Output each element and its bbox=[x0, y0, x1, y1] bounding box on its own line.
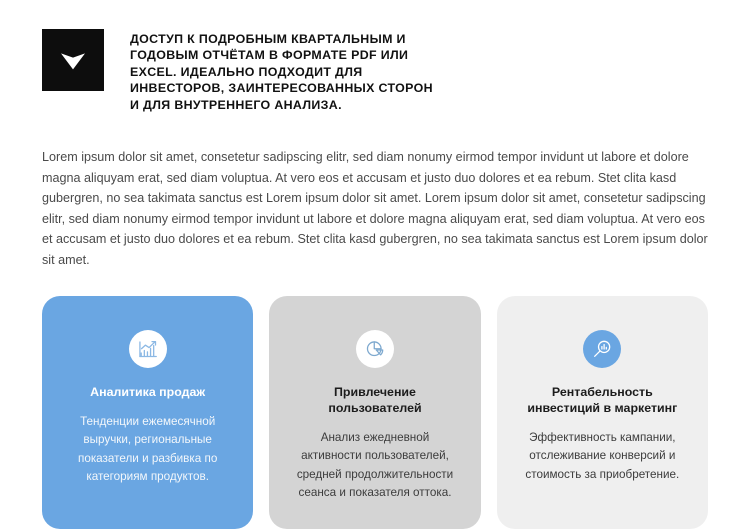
card-text: Тенденции ежемесячной выручки, региональные показатели и разбивка по категориям продуктов. bbox=[77, 415, 218, 484]
v-chevron-logo-icon bbox=[58, 45, 88, 75]
card-title: Рентабельность инвестиций в маркетинг bbox=[527, 385, 678, 416]
card-title: Аналитика продаж bbox=[90, 385, 206, 400]
bar-chart-trend-icon bbox=[137, 338, 159, 360]
card-text: Эффективность кампании, отслеживание конверсий и стоимость за приобретение. bbox=[525, 431, 680, 481]
card-icon-wrapper bbox=[583, 330, 621, 368]
card-text: Анализ ежедневной активности пользователей, средней продолжительности сеанса и показателя оттока. bbox=[296, 431, 454, 500]
pie-chart-icon bbox=[364, 338, 386, 360]
card-icon-wrapper bbox=[129, 330, 167, 368]
intro-paragraph: Lorem ipsum dolor sit amet, consetetur sadipscing elitr, sed diam nonumy eirmod tempor invidunt ut labore et dolore magna aliquyam erat, sed diam voluptua. At vero eos et accusam et justo duo dolores et ea rebum. Stet clita kasd gubergren, no sea takimata sanctus est Lorem ipsum dolor sit amet. Lorem ipsum dolor sit amet, consetetur sadipscing elitr, sed diam nonumy eirmod tempor invidunt ut labore et dolore magna aliquyam erat, sed diam voluptua. At vero eos et accusam et justo duo dolores et ea rebum. Stet clita kasd gubergren, no sea takimata sanctus est Lorem ipsum dolor sit amet. bbox=[42, 150, 708, 267]
card-title: Привлечение пользователей bbox=[328, 385, 422, 416]
feature-card-sales-analytics[interactable] bbox=[42, 296, 253, 529]
page-title: ДОСТУП К ПОДРОБНЫМ КВАРТАЛЬНЫМ И ГОДОВЫМ ОТЧЁТАМ В ФОРМАТЕ PDF ИЛИ EXCEL. ИДЕАЛЬНО ПОДХОДИТ ДЛЯ ИНВЕСТОРОВ, ЗАИНТЕРЕСОВАННЫХ СТОРОН И ДЛЯ ВНУТРЕННЕГО АНАЛИЗА. bbox=[130, 32, 433, 112]
magnifier-bar-chart-icon bbox=[591, 338, 613, 360]
card-icon-wrapper bbox=[356, 330, 394, 368]
header bbox=[0, 0, 750, 113]
feature-card-marketing-roi[interactable] bbox=[497, 296, 708, 529]
logo-mark bbox=[42, 29, 104, 91]
feature-cards bbox=[0, 270, 750, 529]
feature-card-user-acquisition[interactable] bbox=[269, 296, 480, 529]
